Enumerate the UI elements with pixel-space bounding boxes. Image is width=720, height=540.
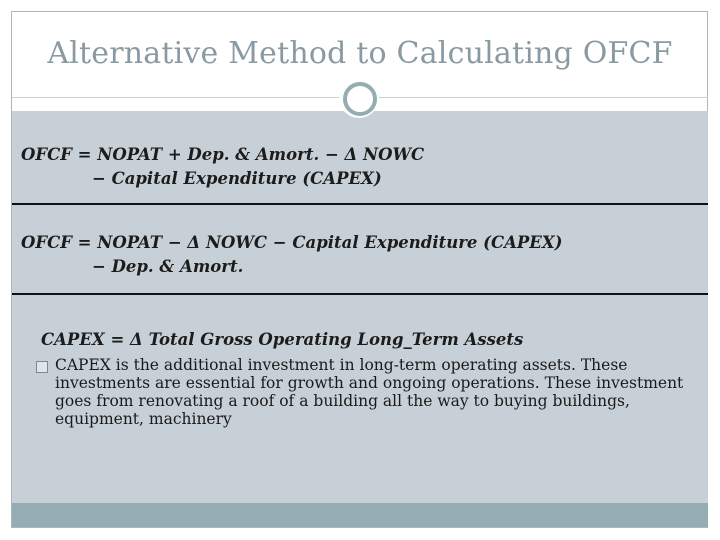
equation-2-line-2: − Dep. & Amort. (92, 257, 244, 276)
square-bullet-icon (36, 361, 48, 373)
circle-ornament-icon (339, 78, 379, 118)
slide-title: Alternative Method to Calculating OFCF (47, 36, 673, 71)
equation-1-line-1: OFCF = NOPAT + Dep. & Amort. − Δ NOWC (21, 145, 425, 164)
equation-divider-1 (12, 203, 708, 205)
equation-2-line-1: OFCF = NOPAT − Δ NOWC − Capital Expenditure (CAPEX) (21, 233, 563, 252)
bullet-text: CAPEX is the additional investment in long-term operating assets. These investments are essential for growth and ongoing operations. These investment goes from renovating a roof of a building all the way to buying buildings, equipment, machinery (55, 356, 684, 428)
equation-divider-2 (12, 293, 708, 295)
equation-1-line-2: − Capital Expenditure (CAPEX) (92, 169, 382, 188)
capex-equation: CAPEX = Δ Total Gross Operating Long_Term Assets (41, 330, 524, 349)
footer-bar (12, 503, 708, 527)
ring-shape (343, 82, 377, 116)
